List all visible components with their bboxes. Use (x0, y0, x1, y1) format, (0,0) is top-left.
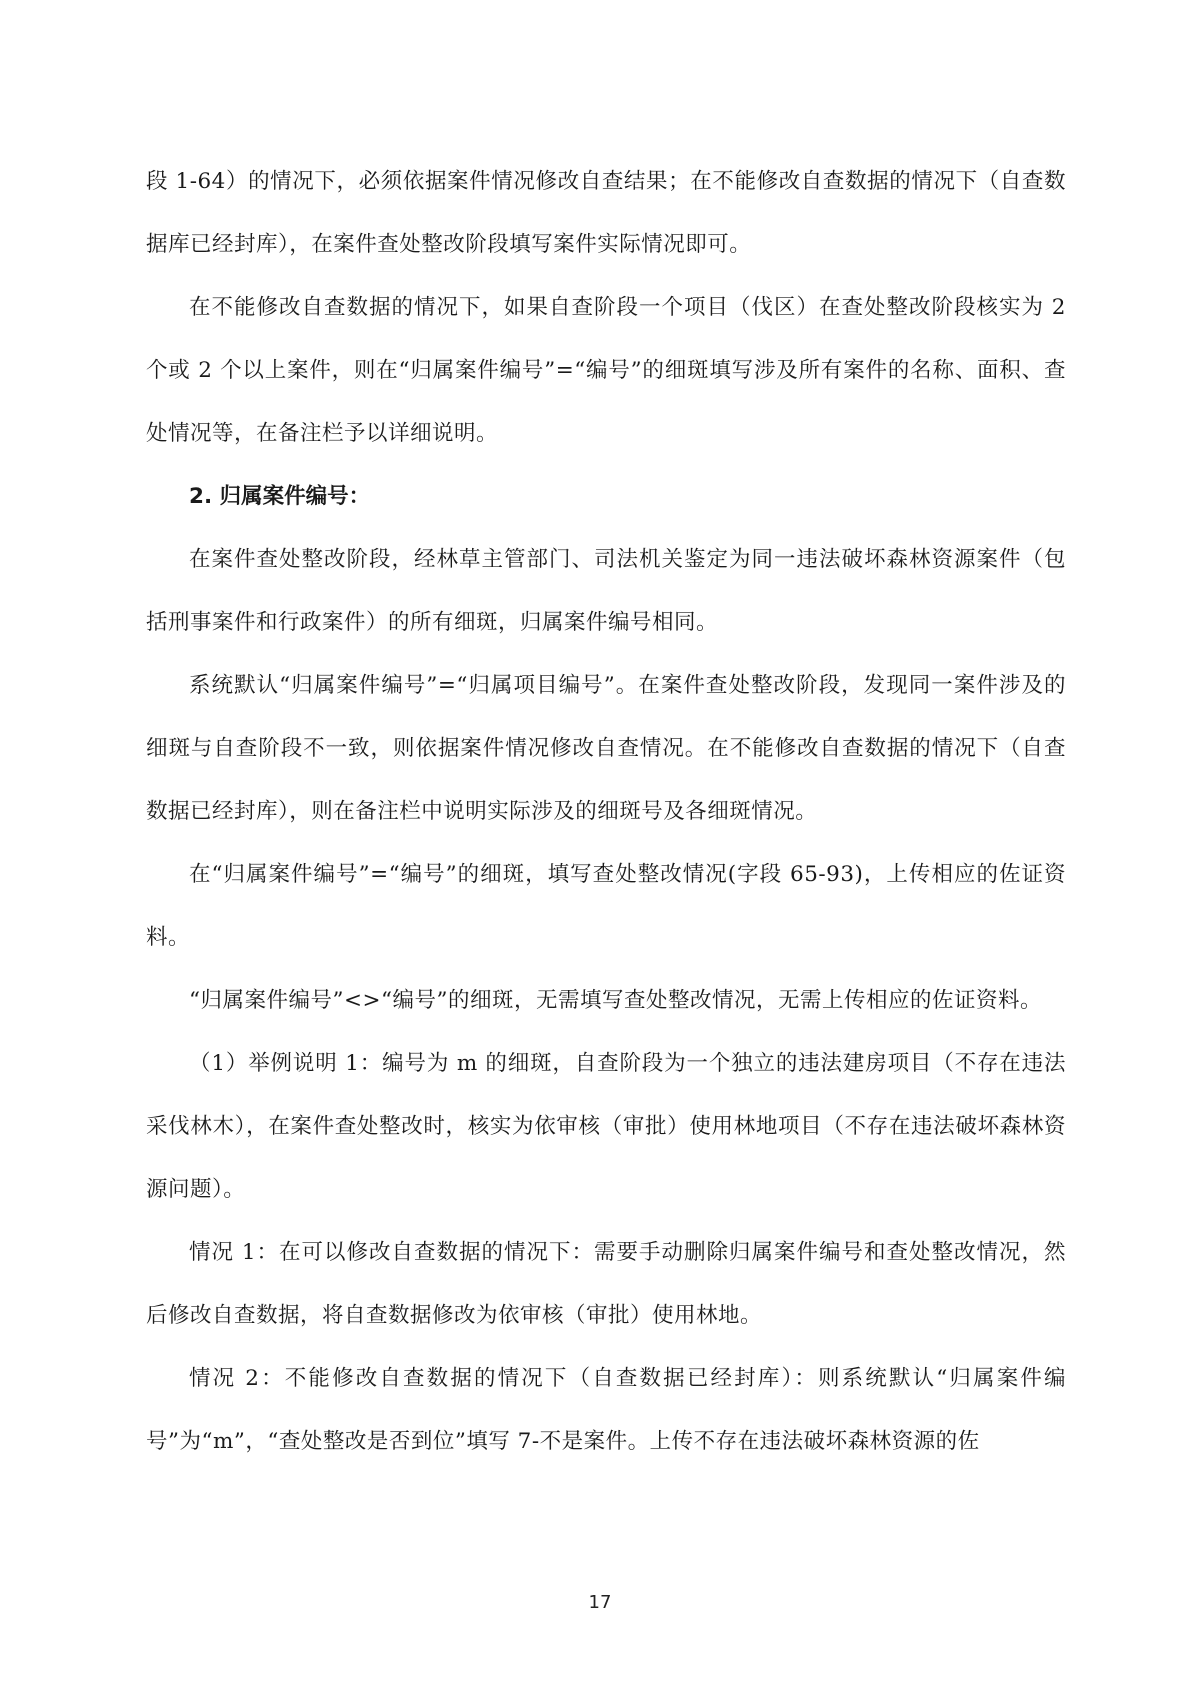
paragraph-9-case-2: 情况 2：不能修改自查数据的情况下（自查数据已经封库）：则系统默认“归属案件编号”为“m”，“查处整改是否到位”填写 7-不是案件。上传不存在违法破坏森林资源的佐 (146, 1366, 1066, 1454)
paragraph-2: 在不能修改自查数据的情况下，如果自查阶段一个项目（伐区）在查处整改阶段核实为 2 个或 2 个以上案件，则在“归属案件编号”=“编号”的细斑填写涉及所有案件的名称、面积、查处情况等，在备注栏予以详细说明。 (146, 295, 1066, 446)
page-number: 17 (588, 1592, 612, 1613)
paragraph-3: 在案件查处整改阶段，经林草主管部门、司法机关鉴定为同一违法破坏森林资源案件（包括刑事案件和行政案件）的所有细斑，归属案件编号相同。 (146, 547, 1066, 635)
section-heading-case-number: 2. 归属案件编号： (189, 484, 371, 509)
paragraph-7-example-1: （1）举例说明 1：编号为 m 的细斑，自查阶段为一个独立的违法建房项目（不存在违法采伐林木），在案件查处整改时，核实为依审核（审批）使用林地项目（不存在违法破坏森林资源问题）。 (146, 1051, 1066, 1202)
paragraph-8-case-1: 情况 1：在可以修改自查数据的情况下：需要手动删除归属案件编号和查处整改情况，然后修改自查数据，将自查数据修改为依审核（审批）使用林地。 (146, 1240, 1066, 1328)
document-body (146, 150, 1066, 1473)
paragraph-5: 在“归属案件编号”=“编号”的细斑，填写查处整改情况(字段 65-93)，上传相应的佐证资料。 (146, 862, 1066, 950)
paragraph-1: 段 1-64）的情况下，必须依据案件情况修改自查结果；在不能修改自查数据的情况下（自查数据库已经封库），在案件查处整改阶段填写案件实际情况即可。 (146, 169, 1066, 257)
paragraph-4: 系统默认“归属案件编号”=“归属项目编号”。在案件查处整改阶段，发现同一案件涉及的细斑与自查阶段不一致，则依据案件情况修改自查情况。在不能修改自查数据的情况下（自查数据已经封库），则在备注栏中说明实际涉及的细斑号及各细斑情况。 (146, 673, 1066, 824)
paragraph-6: “归属案件编号”<>“编号”的细斑，无需填写查处整改情况，无需上传相应的佐证资料。 (189, 988, 1042, 1013)
